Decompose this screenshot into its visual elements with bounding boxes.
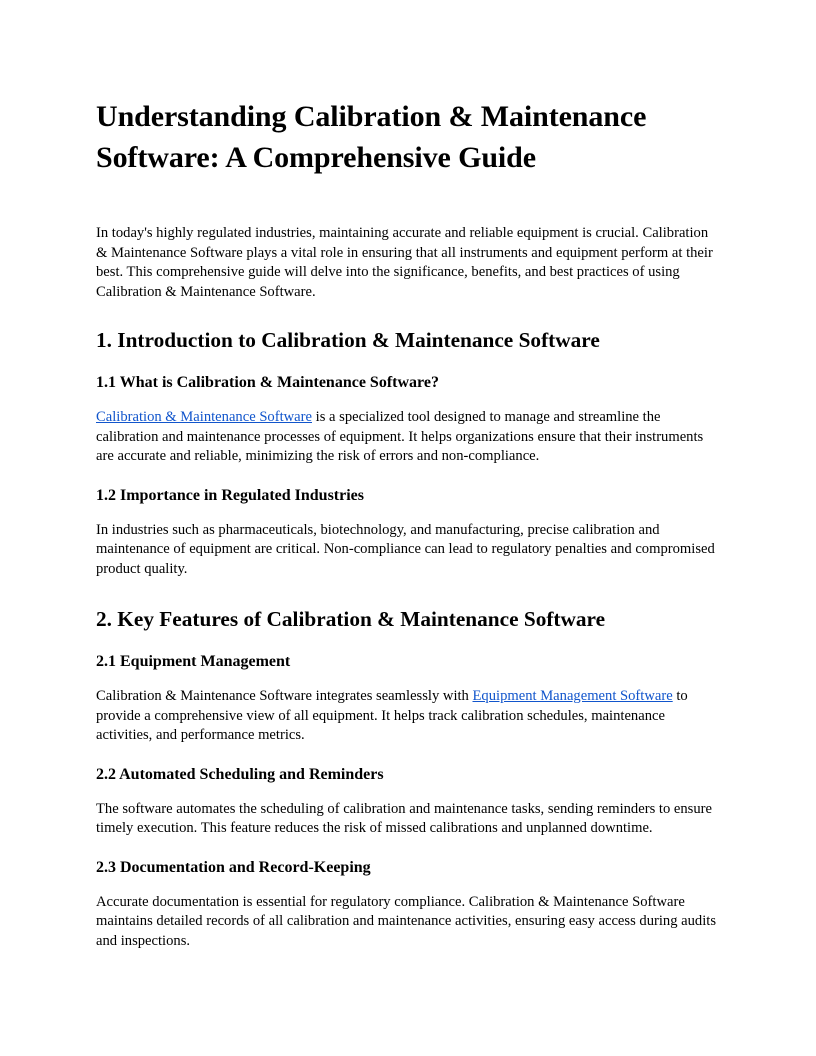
section-1-heading: 1. Introduction to Calibration & Maintenance Software: [96, 328, 600, 352]
subsection-1-2-paragraph: In industries such as pharmaceuticals, biotechnology, and manufacturing, precise calibration and maintenance of equipment are critical. Non-compliance can lead to regulatory penalties and compromised product quality.: [96, 521, 715, 577]
subsection-2-3-heading: 2.3 Documentation and Record-Keeping: [96, 858, 371, 876]
equipment-management-software-link[interactable]: Equipment Management Software: [472, 688, 673, 704]
document-title: Understanding Calibration & Maintenance Software: A Comprehensive Guide: [96, 100, 647, 174]
subsection-1-2-heading: 1.2 Importance in Regulated Industries: [96, 486, 365, 504]
calibration-software-link[interactable]: Calibration & Maintenance Software: [96, 409, 312, 425]
subsection-1-1-paragraph: [96, 408, 720, 467]
subsection-1-1-body: is a specialized tool designed to manage and streamline the calibration and maintenance processes of equipment. It helps organizations ensure that their instruments are accurate and reliable, minimizing the risk of errors and non-compliance.: [96, 409, 704, 464]
subsection-2-2-heading: 2.2 Automated Scheduling and Reminders: [96, 765, 384, 783]
subsection-2-1-body-before: Calibration & Maintenance Software integrates seamlessly with: [96, 688, 473, 704]
subsection-2-3-paragraph: Accurate documentation is essential for regulatory compliance. Calibration & Maintenance Software maintains detailed records of all calibration and maintenance activities, ensuring easy access during audits and inspections.: [96, 893, 717, 949]
subsection-1-1-heading: 1.1 What is Calibration & Maintenance Software?: [96, 374, 439, 391]
subsection-2-2-paragraph: The software automates the scheduling of calibration and maintenance tasks, sending reminders to ensure timely execution. This feature reduces the risk of missed calibrations and unplanned downtime.: [96, 800, 712, 836]
subsection-2-1-paragraph: [96, 687, 720, 746]
intro-paragraph: In today's highly regulated industries, maintaining accurate and reliable equipment is crucial. Calibration & Maintenance Software plays a vital role in ensuring that all instruments and equipment perform at their best. This comprehensive guide will delve into the significance, benefits, and best practices of using Calibration & Maintenance Software.: [96, 225, 713, 300]
subsection-2-1-heading: 2.1 Equipment Management: [96, 653, 291, 670]
section-2-heading: 2. Key Features of Calibration & Maintenance Software: [96, 607, 606, 631]
document-page: [96, 96, 720, 951]
subsection-2-1-body-after: to provide a comprehensive view of all equipment. It helps track calibration schedules, maintenance activities, and performance metrics.: [96, 688, 688, 743]
